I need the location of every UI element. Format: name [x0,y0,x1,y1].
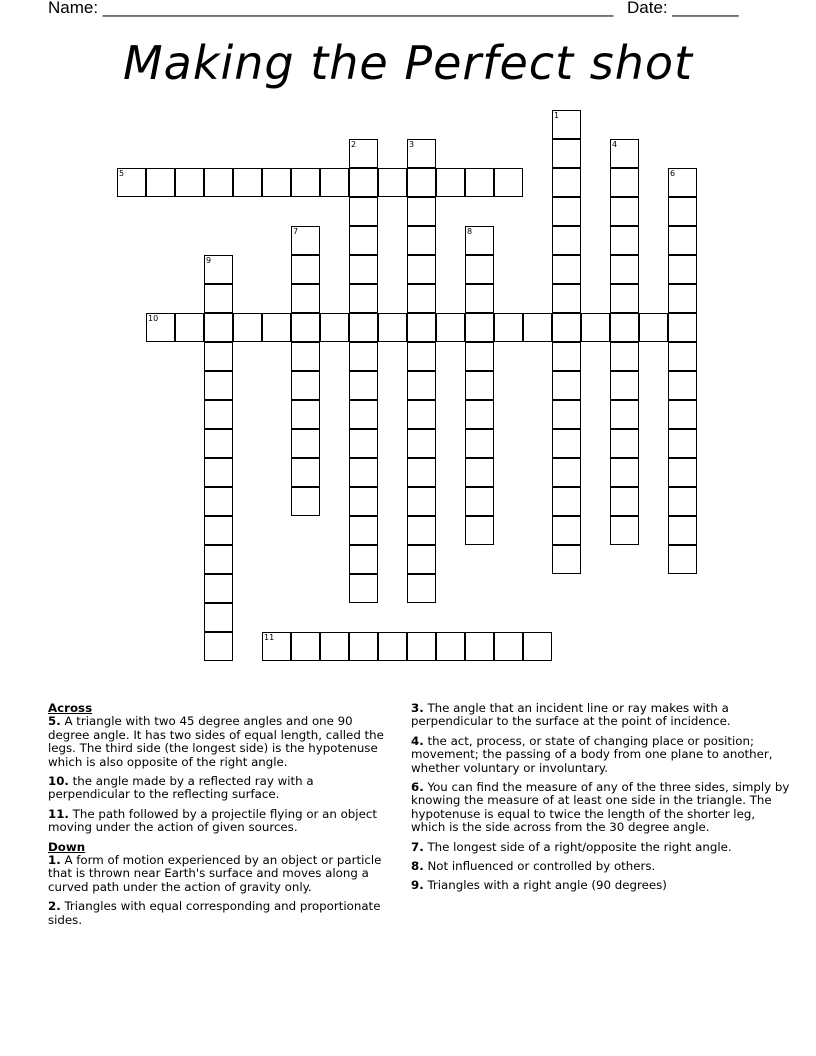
grid-cell[interactable] [465,342,494,371]
grid-cell[interactable] [668,487,697,516]
grid-cell[interactable] [668,545,697,574]
grid-cell[interactable] [407,284,436,313]
grid-cell[interactable] [204,574,233,603]
grid-cell[interactable] [610,458,639,487]
grid-cell[interactable] [610,197,639,226]
grid-number-6: 6 [670,169,676,178]
grid-cell[interactable] [407,429,436,458]
grid-cell[interactable] [465,226,494,255]
grid-cell[interactable] [552,313,581,342]
grid-cell[interactable] [291,255,320,284]
grid-cell[interactable] [291,400,320,429]
clue-text: A triangle with two 45 degree angles and one 90 degree angle. It has two sides of equal length, called the legs. The third side (the longest side) is the hypotenuse which is also opposite of the right angle. [48,714,384,769]
grid-cell[interactable] [581,313,610,342]
grid-cell[interactable] [552,255,581,284]
grid-cell[interactable] [407,313,436,342]
clue-number: 1. [48,853,61,868]
grid-cell[interactable] [349,400,378,429]
grid-cell[interactable] [407,574,436,603]
grid-number-1: 1 [554,111,560,120]
grid-cell[interactable] [639,313,668,342]
clue-down-6 [411,781,791,835]
grid-cell[interactable] [668,400,697,429]
clue-down-1 [48,854,393,894]
grid-cell[interactable] [407,371,436,400]
grid-cell[interactable] [610,487,639,516]
grid-cell[interactable] [320,168,349,197]
page-title: Making the Perfect shot [122,36,694,90]
grid-cell[interactable] [465,371,494,400]
grid-number-7: 7 [293,227,299,236]
grid-cell[interactable] [349,226,378,255]
grid-cell[interactable] [349,139,378,168]
grid-cell[interactable] [378,168,407,197]
grid-cell[interactable] [291,371,320,400]
across-heading: Across [48,701,93,715]
grid-cell[interactable] [552,168,581,197]
grid-cell[interactable] [349,632,378,661]
grid-cell[interactable] [465,487,494,516]
grid-cell[interactable] [291,342,320,371]
grid-cell[interactable] [610,516,639,545]
clue-text: The path followed by a projectile flying or an object moving under the action of given sources. [48,806,377,835]
clue-text: A form of motion experienced by an object or particle that is thrown near Earth's surface and moves along a curved path under the action of gravity only. [48,853,382,894]
clue-down-8 [411,860,791,873]
grid-number-10: 10 [148,314,159,323]
grid-cell[interactable] [436,632,465,661]
grid-cell[interactable] [204,516,233,545]
grid-cell[interactable] [610,226,639,255]
clue-text: You can find the measure of any of the three sides, simply by knowing the measure of at least one side in the triangle. The hypotenuse is equal to twice the length of the shorter leg, which is the side across from the 30 degree angle. [411,780,790,835]
grid-number-9: 9 [206,256,212,265]
grid-cell[interactable] [610,255,639,284]
grid-cell[interactable] [262,168,291,197]
grid-cell[interactable] [668,168,697,197]
grid-cell[interactable] [552,545,581,574]
grid-cell[interactable] [349,284,378,313]
grid-cell[interactable] [552,458,581,487]
grid-cell[interactable] [407,342,436,371]
clue-text: The longest side of a right/opposite the right angle. [427,839,732,854]
grid-cell[interactable] [465,429,494,458]
grid-cell[interactable] [349,342,378,371]
name-field-label: Name: ______________________________________________________ [48,0,614,17]
grid-cell[interactable] [378,632,407,661]
grid-cell[interactable] [610,429,639,458]
clue-across-11 [48,808,393,835]
grid-cell[interactable] [204,371,233,400]
grid-cell[interactable] [349,197,378,226]
date-field-label: Date: _______ [627,0,739,17]
grid-cell[interactable] [349,255,378,284]
down-heading: Down [48,839,86,854]
grid-cell[interactable] [349,168,378,197]
grid-cell[interactable] [407,168,436,197]
grid-cell[interactable] [465,516,494,545]
grid-cell[interactable] [668,458,697,487]
clue-text: the act, process, or state of changing place or position; movement; the passing of a body from one plane to another, whether voluntary or involuntary. [411,733,773,775]
clue-text: Triangles with a right angle (90 degrees) [427,878,667,893]
clue-number: 8. [411,859,424,874]
grid-cell[interactable] [436,168,465,197]
grid-cell[interactable] [407,400,436,429]
grid-cell[interactable] [204,458,233,487]
grid-cell[interactable] [610,400,639,429]
clue-text: the angle made by a reflected ray with a perpendicular to the reflecting surface. [48,774,314,802]
grid-cell[interactable] [552,110,581,139]
grid-cell[interactable] [523,632,552,661]
grid-cell[interactable] [349,487,378,516]
grid-cell[interactable] [610,313,639,342]
grid-cell[interactable] [349,313,378,342]
clue-number: 2. [48,899,61,914]
clue-number: 11. [48,806,69,821]
grid-cell[interactable] [175,313,204,342]
grid-cell[interactable] [233,313,262,342]
grid-cell[interactable] [552,429,581,458]
grid-cell[interactable] [610,371,639,400]
grid-cell[interactable] [204,545,233,574]
grid-cell[interactable] [407,197,436,226]
grid-cell[interactable] [494,313,523,342]
clue-number: 6. [411,780,424,795]
grid-cell[interactable] [465,313,494,342]
grid-cell[interactable] [552,342,581,371]
grid-number-8: 8 [467,227,473,236]
grid-cell[interactable] [668,429,697,458]
grid-cell[interactable] [668,516,697,545]
clue-down-4 [411,735,791,775]
grid-cell[interactable] [291,487,320,516]
clue-number: 10. [48,774,69,789]
grid-cell[interactable] [175,168,204,197]
grid-cell[interactable] [552,516,581,545]
grid-cell[interactable] [349,371,378,400]
clue-number: 4. [411,733,424,748]
grid-cell[interactable] [407,487,436,516]
grid-cell[interactable] [465,284,494,313]
grid-cell[interactable] [204,487,233,516]
grid-cell[interactable] [552,226,581,255]
grid-cell[interactable] [262,632,291,661]
clue-across-5 [48,715,393,769]
grid-cell[interactable] [349,429,378,458]
grid-cell[interactable] [204,255,233,284]
grid-cell[interactable] [668,226,697,255]
clue-number: 7. [411,839,424,854]
grid-cell[interactable] [610,342,639,371]
grid-cell[interactable] [291,429,320,458]
grid-cell[interactable] [465,632,494,661]
grid-cell[interactable] [349,516,378,545]
grid-cell[interactable] [610,139,639,168]
grid-cell[interactable] [146,168,175,197]
clues-column-right [411,702,791,899]
grid-cell[interactable] [552,197,581,226]
grid-cell[interactable] [407,632,436,661]
grid-cell[interactable] [204,284,233,313]
grid-cell[interactable] [436,313,465,342]
grid-cell[interactable] [465,400,494,429]
clue-down-2 [48,900,393,927]
clue-down-9 [411,879,791,892]
clue-number: 9. [411,878,424,893]
grid-cell[interactable] [204,632,233,661]
grid-cell[interactable] [668,255,697,284]
grid-number-11: 11 [264,633,275,642]
grid-cell[interactable] [610,168,639,197]
grid-cell[interactable] [349,458,378,487]
grid-cell[interactable] [668,284,697,313]
grid-cell[interactable] [552,371,581,400]
grid-cell[interactable] [407,545,436,574]
clue-across-10 [48,775,393,802]
grid-cell[interactable] [204,603,233,632]
grid-cell[interactable] [291,284,320,313]
grid-cell[interactable] [291,168,320,197]
grid-cell[interactable] [552,400,581,429]
grid-number-4: 4 [612,140,618,149]
grid-number-3: 3 [409,140,415,149]
grid-cell[interactable] [668,371,697,400]
grid-cell[interactable] [291,632,320,661]
clue-text: Not influenced or controlled by others. [427,859,656,874]
grid-cell[interactable] [146,313,175,342]
grid-cell[interactable] [552,284,581,313]
grid-cell[interactable] [552,139,581,168]
grid-number-5: 5 [119,169,125,178]
grid-cell[interactable] [204,313,233,342]
grid-cell[interactable] [320,313,349,342]
grid-cell[interactable] [523,313,552,342]
grid-cell[interactable] [233,168,262,197]
clue-number: 3. [411,701,424,715]
clue-text: Triangles with equal corresponding and proportionate sides. [48,899,381,927]
clue-down-3 [411,702,791,729]
clues-column-left [48,702,393,933]
grid-cell[interactable] [291,226,320,255]
grid-cell[interactable] [291,313,320,342]
grid-cell[interactable] [407,458,436,487]
clue-number: 5. [48,714,61,729]
grid-cell[interactable] [552,487,581,516]
grid-cell[interactable] [349,574,378,603]
clue-down-7 [411,841,791,854]
grid-cell[interactable] [204,429,233,458]
grid-number-2: 2 [351,140,357,149]
grid-cell[interactable] [494,168,523,197]
grid-cell[interactable] [378,313,407,342]
clue-text: The angle that an incident line or ray makes with a perpendicular to the surface at the point of incidence. [411,701,731,729]
grid-cell[interactable] [320,632,349,661]
grid-cell[interactable] [407,139,436,168]
grid-cell[interactable] [494,632,523,661]
grid-cell[interactable] [465,168,494,197]
grid-cell[interactable] [668,197,697,226]
grid-cell[interactable] [465,255,494,284]
grid-cell[interactable] [668,342,697,371]
grid-cell[interactable] [117,168,146,197]
grid-cell[interactable] [465,458,494,487]
grid-cell[interactable] [204,342,233,371]
grid-cell[interactable] [349,545,378,574]
grid-cell[interactable] [407,516,436,545]
grid-cell[interactable] [291,458,320,487]
grid-cell[interactable] [610,284,639,313]
grid-cell[interactable] [407,226,436,255]
grid-cell[interactable] [668,313,697,342]
grid-cell[interactable] [407,255,436,284]
grid-cell[interactable] [204,168,233,197]
grid-cell[interactable] [262,313,291,342]
grid-cell[interactable] [204,400,233,429]
